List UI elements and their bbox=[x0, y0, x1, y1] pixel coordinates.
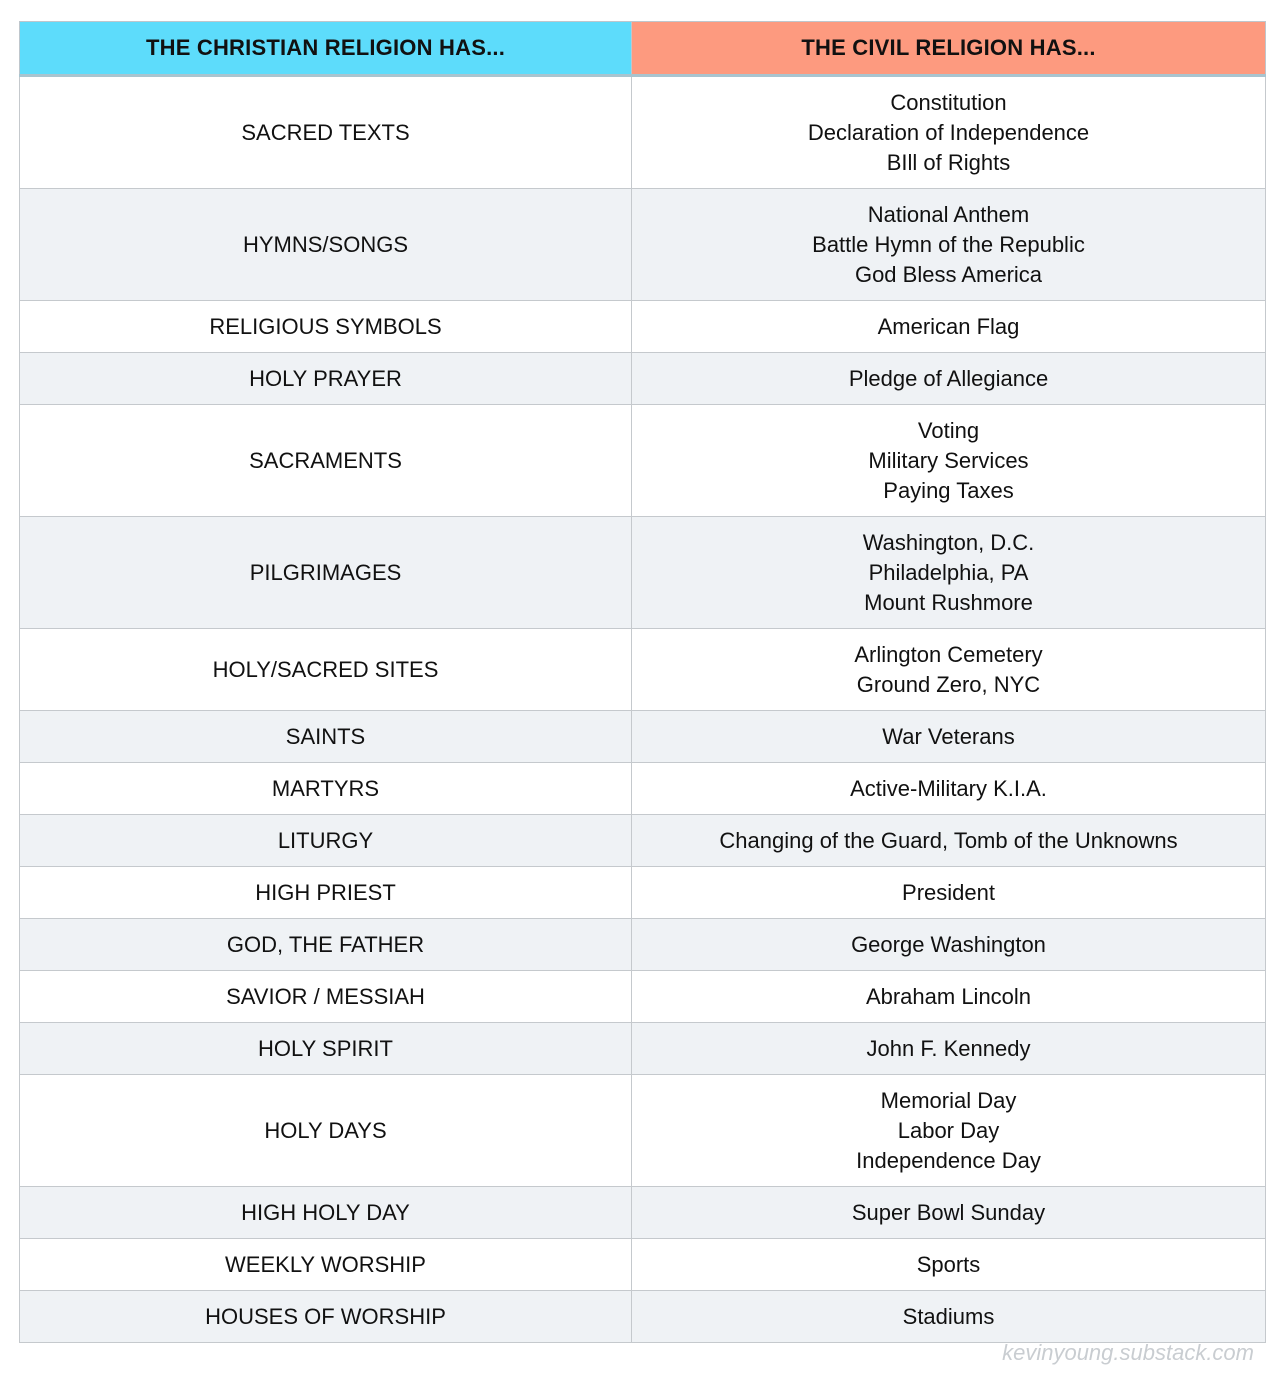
civil-equivalent-item: Stadiums bbox=[902, 1304, 995, 1329]
civil-equivalent-item: National Anthem bbox=[867, 202, 1030, 227]
christian-element-cell: SAVIOR / MESSIAH bbox=[20, 971, 632, 1023]
table-row bbox=[20, 763, 1266, 815]
christian-element-cell: HYMNS/SONGS bbox=[20, 189, 632, 301]
civil-equivalent-item: Declaration of Independence bbox=[807, 120, 1090, 145]
table-row bbox=[20, 629, 1266, 711]
civil-equivalent-item: Paying Taxes bbox=[883, 478, 1014, 503]
christian-element-cell: WEEKLY WORSHIP bbox=[20, 1239, 632, 1291]
civil-equivalent-item: BIll of Rights bbox=[886, 150, 1011, 175]
civil-equivalent-cell bbox=[632, 763, 1266, 815]
christian-element-cell: HOLY SPIRIT bbox=[20, 1023, 632, 1075]
christian-element-cell: HOUSES OF WORSHIP bbox=[20, 1291, 632, 1343]
civil-equivalent-item: Arlington Cemetery bbox=[854, 642, 1043, 667]
civil-equivalent-item: President bbox=[902, 880, 995, 905]
christian-element-cell: HIGH PRIEST bbox=[20, 867, 632, 919]
civil-equivalent-item: American Flag bbox=[877, 314, 1020, 339]
table-row bbox=[20, 405, 1266, 517]
christian-element-cell: HOLY/SACRED SITES bbox=[20, 629, 632, 711]
table-row bbox=[20, 1291, 1266, 1343]
header-civil-religion: THE CIVIL RELIGION HAS... bbox=[632, 22, 1266, 76]
civil-equivalent-cell bbox=[632, 867, 1266, 919]
civil-equivalent-cell bbox=[632, 301, 1266, 353]
civil-equivalent-cell bbox=[632, 353, 1266, 405]
civil-equivalent-cell bbox=[632, 517, 1266, 629]
table-header bbox=[20, 22, 1266, 76]
civil-equivalent-item: Military Services bbox=[868, 448, 1029, 473]
table-row bbox=[20, 1187, 1266, 1239]
christian-element-cell: RELIGIOUS SYMBOLS bbox=[20, 301, 632, 353]
civil-equivalent-cell bbox=[632, 629, 1266, 711]
header-row bbox=[20, 22, 1266, 76]
christian-element-cell: HOLY DAYS bbox=[20, 1075, 632, 1187]
civil-equivalent-item: Ground Zero, NYC bbox=[856, 672, 1041, 697]
christian-element-cell: MARTYRS bbox=[20, 763, 632, 815]
civil-equivalent-cell bbox=[632, 1187, 1266, 1239]
civil-equivalent-item: War Veterans bbox=[882, 724, 1015, 749]
table-row bbox=[20, 971, 1266, 1023]
table-row bbox=[20, 76, 1266, 189]
civil-equivalent-cell bbox=[632, 1075, 1266, 1187]
civil-equivalent-cell bbox=[632, 919, 1266, 971]
header-christian-religion: THE CHRISTIAN RELIGION HAS... bbox=[20, 22, 632, 76]
christian-element-cell: PILGRIMAGES bbox=[20, 517, 632, 629]
civil-equivalent-cell bbox=[632, 1291, 1266, 1343]
civil-equivalent-cell bbox=[632, 189, 1266, 301]
comparison-table-container bbox=[19, 21, 1265, 1343]
table-row bbox=[20, 1023, 1266, 1075]
civil-equivalent-item: Abraham Lincoln bbox=[865, 984, 1032, 1009]
civil-equivalent-cell bbox=[632, 405, 1266, 517]
christian-element-cell: HOLY PRAYER bbox=[20, 353, 632, 405]
table-row bbox=[20, 867, 1266, 919]
civil-equivalent-cell bbox=[632, 1023, 1266, 1075]
civil-equivalent-cell bbox=[632, 815, 1266, 867]
civil-equivalent-item: Memorial Day bbox=[880, 1088, 1017, 1113]
civil-equivalent-item: Constitution bbox=[890, 90, 1007, 115]
table-row bbox=[20, 1239, 1266, 1291]
table-row bbox=[20, 1075, 1266, 1187]
comparison-table bbox=[19, 21, 1266, 1343]
table-row bbox=[20, 815, 1266, 867]
civil-equivalent-item: John F. Kennedy bbox=[866, 1036, 1031, 1061]
civil-equivalent-item: Battle Hymn of the Republic bbox=[812, 232, 1085, 257]
christian-element-cell: SACRED TEXTS bbox=[20, 76, 632, 189]
watermark: kevinyoung.substack.com bbox=[1002, 1340, 1254, 1365]
christian-element-cell: LITURGY bbox=[20, 815, 632, 867]
civil-equivalent-item: Philadelphia, PA bbox=[868, 560, 1029, 585]
table-row bbox=[20, 301, 1266, 353]
civil-equivalent-item: God Bless America bbox=[854, 262, 1043, 287]
civil-equivalent-item: Pledge of Allegiance bbox=[848, 366, 1049, 391]
civil-equivalent-item: Changing of the Guard, Tomb of the Unknowns bbox=[719, 828, 1178, 853]
civil-equivalent-item: Voting bbox=[917, 418, 980, 443]
christian-element-cell: GOD, THE FATHER bbox=[20, 919, 632, 971]
civil-equivalent-item: George Washington bbox=[851, 932, 1046, 957]
christian-element-cell: SAINTS bbox=[20, 711, 632, 763]
civil-equivalent-item: Super Bowl Sunday bbox=[851, 1200, 1046, 1225]
table-row bbox=[20, 517, 1266, 629]
civil-equivalent-item: Independence Day bbox=[856, 1148, 1041, 1173]
civil-equivalent-cell bbox=[632, 971, 1266, 1023]
table-row bbox=[20, 189, 1266, 301]
civil-equivalent-item: Sports bbox=[916, 1252, 981, 1277]
civil-equivalent-item: Mount Rushmore bbox=[864, 590, 1033, 615]
table-row bbox=[20, 353, 1266, 405]
civil-equivalent-item: Labor Day bbox=[897, 1118, 1000, 1143]
civil-equivalent-cell bbox=[632, 711, 1266, 763]
christian-element-cell: SACRAMENTS bbox=[20, 405, 632, 517]
table-row bbox=[20, 711, 1266, 763]
table-body bbox=[20, 76, 1266, 1343]
christian-element-cell: HIGH HOLY DAY bbox=[20, 1187, 632, 1239]
table-row bbox=[20, 919, 1266, 971]
civil-equivalent-item: Washington, D.C. bbox=[862, 530, 1035, 555]
civil-equivalent-cell bbox=[632, 76, 1266, 189]
civil-equivalent-item: Active-Military K.I.A. bbox=[850, 776, 1047, 801]
civil-equivalent-cell bbox=[632, 1239, 1266, 1291]
